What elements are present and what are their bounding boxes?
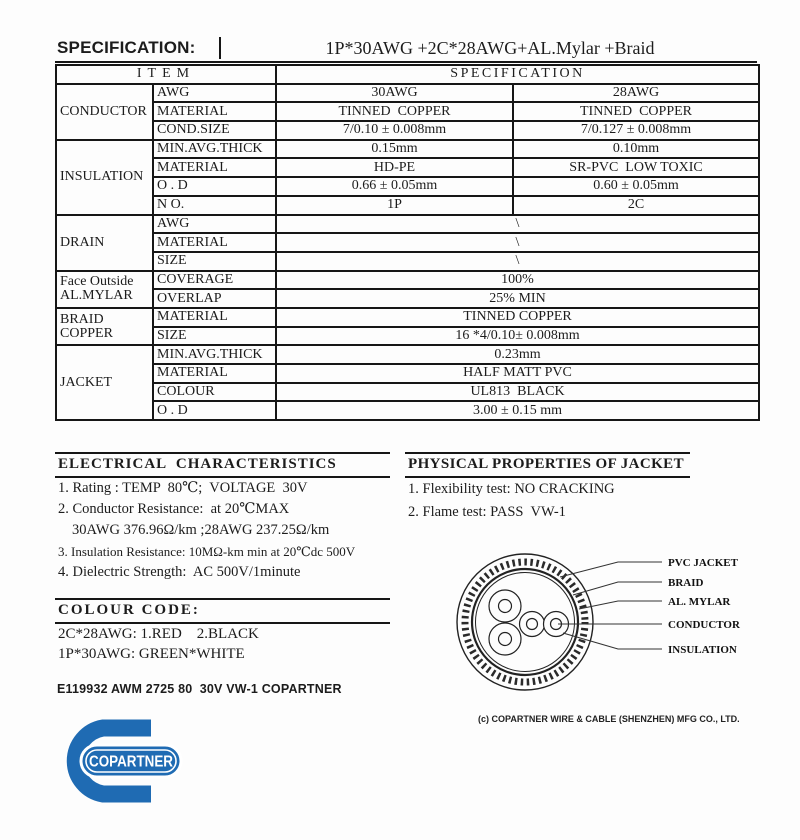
spec-title: 1P*30AWG +2C*28AWG+AL.Mylar +Braid: [325, 38, 655, 58]
attr-cell: N O.: [153, 196, 276, 215]
value-cell: 28AWG: [513, 84, 759, 103]
leader-line: [560, 562, 662, 577]
table-row: [56, 252, 759, 271]
table-row: [56, 121, 759, 140]
table-row: [56, 196, 759, 215]
insulated-core: [489, 623, 521, 655]
section-title: ELECTRICAL CHARACTERISTICS: [55, 454, 390, 478]
value-cell: 0.23mm: [276, 345, 759, 364]
value-cell: UL813 BLACK: [276, 383, 759, 402]
group-line: COPPER: [60, 325, 113, 341]
table-row: [56, 289, 759, 308]
table-row: [56, 271, 759, 290]
electrical-item: 2. Conductor Resistance: at 20℃MAX: [58, 501, 290, 517]
group-line: AL.MYLAR: [60, 288, 133, 304]
header: [55, 36, 757, 63]
group-cell-al-mylar: [56, 271, 153, 308]
colour-code-section: [55, 598, 390, 664]
table-row: [56, 84, 759, 103]
table-row: [56, 308, 759, 327]
attr-cell: MATERIAL: [153, 102, 276, 121]
logo-text: COPARTNER: [89, 753, 173, 771]
group-cell-insulation: INSULATION: [56, 140, 153, 215]
attr-cell: COVERAGE: [153, 271, 276, 290]
attr-cell: AWG: [153, 215, 276, 234]
cable-cross-section-diagram: [440, 545, 760, 705]
value-cell: 0.15mm: [276, 140, 513, 159]
value-cell: 3.00 ± 0.15 mm: [276, 401, 759, 420]
diagram-label: INSULATION: [668, 644, 737, 656]
attr-cell: OVERLAP: [153, 289, 276, 308]
value-cell: SR-PVC LOW TOXIC: [513, 158, 759, 177]
section-title: PHYSICAL PROPERTIES OF JACKET: [405, 454, 690, 478]
table-row: [56, 327, 759, 346]
value-cell: HALF MATT PVC: [276, 364, 759, 383]
table-row: [56, 233, 759, 252]
value-cell: 7/0.127 ± 0.008mm: [513, 121, 759, 140]
electrical-item: 1. Rating : TEMP 80℃; VOLTAGE 30V: [58, 480, 308, 496]
attr-cell: SIZE: [153, 252, 276, 271]
value-cell: 25% MIN: [276, 289, 759, 308]
table-row: [56, 345, 759, 364]
specification-table: [55, 64, 760, 421]
group-cell-braid: [56, 308, 153, 345]
attr-cell: MATERIAL: [153, 233, 276, 252]
electrical-item: 3. Insulation Resistance: 10MΩ-km min at 20℃dc 500V: [58, 544, 356, 559]
specification-header: SPECIFICATION: [276, 65, 759, 84]
table-row: [56, 383, 759, 402]
value-cell: 16 *4/0.10± 0.008mm: [276, 327, 759, 346]
diagram-label: AL. MYLAR: [668, 596, 731, 608]
attr-cell: MIN.AVG.THICK: [153, 140, 276, 159]
copyright-line: (c) COPARTNER WIRE & CABLE (SHENZHEN) MFG CO., LTD.: [478, 714, 740, 724]
electrical-characteristics-section: [55, 452, 390, 583]
table-row: [56, 158, 759, 177]
attr-cell: COND.SIZE: [153, 121, 276, 140]
group-cell-conductor: CONDUCTOR: [56, 84, 153, 140]
attr-cell: MATERIAL: [153, 158, 276, 177]
attr-cell: COLOUR: [153, 383, 276, 402]
attr-cell: SIZE: [153, 327, 276, 346]
attr-cell: MATERIAL: [153, 364, 276, 383]
value-cell: 7/0.10 ± 0.008mm: [276, 121, 513, 140]
physical-properties-section: [405, 452, 690, 524]
electrical-item: 4. Dielectric Strength: AC 500V/1minute: [58, 564, 301, 580]
value-cell: TINNED COPPER: [276, 308, 759, 327]
section-title: COLOUR CODE:: [55, 600, 390, 624]
value-cell: \: [276, 252, 759, 271]
value-cell: TINNED COPPER: [513, 102, 759, 121]
value-cell: 30AWG: [276, 84, 513, 103]
value-cell: 1P: [276, 196, 513, 215]
copartner-logo: [53, 714, 188, 812]
spec-label: SPECIFICATION:: [57, 38, 196, 57]
table-row: [56, 215, 759, 234]
header-divider: [219, 37, 221, 59]
diagram-label: BRAID: [668, 577, 704, 589]
group-line: BRAID: [60, 311, 104, 327]
value-cell: 2C: [513, 196, 759, 215]
item-header: ITEM: [56, 65, 276, 84]
table-row: [56, 364, 759, 383]
attr-cell: MIN.AVG.THICK: [153, 345, 276, 364]
group-line: Face Outside: [60, 274, 134, 290]
colour-code-line: 2C*28AWG: 1.RED 2.BLACK: [58, 626, 259, 642]
colour-code-line: 1P*30AWG: GREEN*WHITE: [58, 646, 245, 662]
physical-item: 2. Flame test: PASS VW-1: [408, 504, 566, 520]
value-cell: 0.60 ± 0.05mm: [513, 177, 759, 196]
value-cell: HD-PE: [276, 158, 513, 177]
table-row: [56, 177, 759, 196]
attr-cell: AWG: [153, 84, 276, 103]
physical-item: 1. Flexibility test: NO CRACKING: [408, 481, 615, 497]
pair-core: [520, 612, 545, 637]
value-cell: TINNED COPPER: [276, 102, 513, 121]
value-cell: 100%: [276, 271, 759, 290]
group-cell-jacket: JACKET: [56, 345, 153, 420]
attr-cell: O . D: [153, 177, 276, 196]
diagram-label: CONDUCTOR: [668, 619, 740, 631]
ul-approval-line: E119932 AWM 2725 80 30V VW-1 COPARTNER: [57, 682, 342, 696]
value-cell: \: [276, 233, 759, 252]
value-cell: \: [276, 215, 759, 234]
table-row: [56, 140, 759, 159]
attr-cell: MATERIAL: [153, 308, 276, 327]
table-row: [56, 102, 759, 121]
electrical-item: 30AWG 376.96Ω/km ;28AWG 237.25Ω/km: [72, 522, 330, 538]
table-header-row: [56, 65, 759, 84]
value-cell: 0.10mm: [513, 140, 759, 159]
attr-cell: O . D: [153, 401, 276, 420]
insulated-core: [489, 590, 521, 622]
table-row: [56, 401, 759, 420]
value-cell: 0.66 ± 0.05mm: [276, 177, 513, 196]
diagram-label: PVC JACKET: [668, 557, 738, 569]
group-cell-drain: DRAIN: [56, 215, 153, 271]
